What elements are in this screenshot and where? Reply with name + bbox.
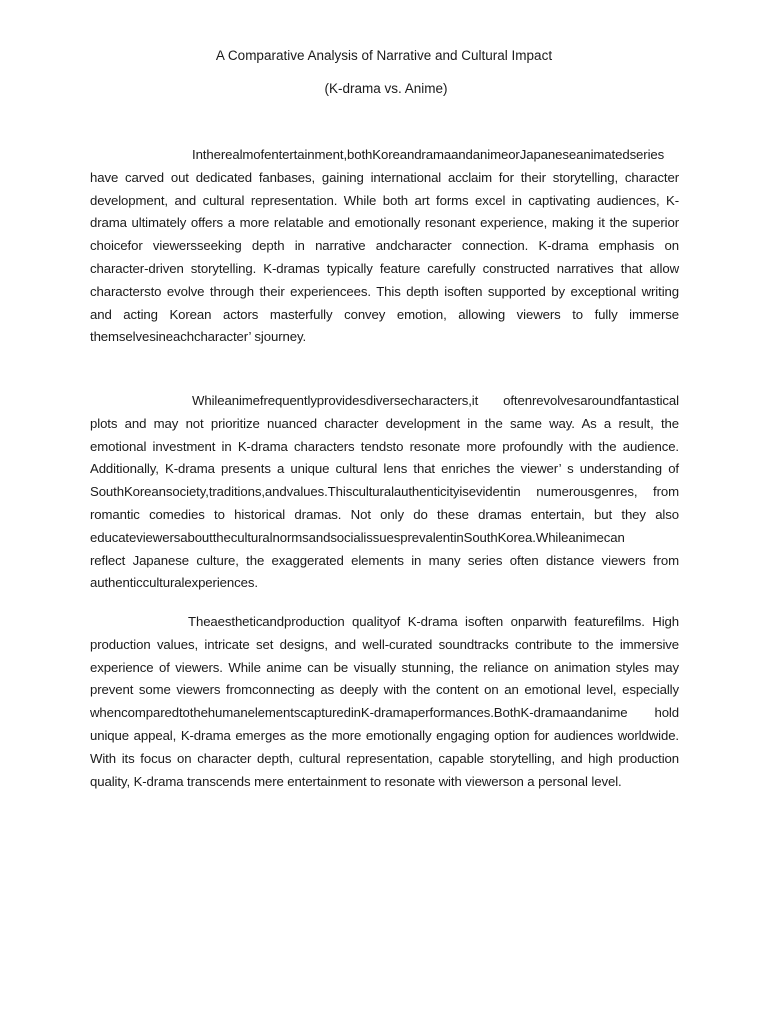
paragraph-1 [90, 144, 679, 349]
paragraph-line: Theaestheticandproduction qualityof K-drama isoften onparwith featurefilms. High [188, 614, 679, 629]
paragraph-line: choicefor viewersseeking depth in narrative andcharacter connection. K-drama emphasis on [90, 238, 679, 254]
paragraph-line: reflect Japanese culture, the exaggerated elements in many series often distance viewers from [90, 552, 679, 568]
paragraph-line: With its focus on character depth, cultural representation, capable storytelling, and high production [90, 750, 679, 766]
paragraph-line: emotional investment in K-drama characters tendsto resonate more profoundly with the audience. [90, 438, 679, 454]
paragraph-line: unique appeal, K-drama emerges as the more emotionally engaging option for audiences worldwide. [90, 727, 679, 743]
paragraph-line: prevent some viewers fromconnecting as deeply with the content on an emotional level, especially [90, 682, 679, 698]
paragraph-line: drama ultimately offers a more relatable and emotionally resonant experience, making it the superior [90, 215, 679, 231]
paragraph-line: Intherealmofentertainment,bothKoreandramaandanimeorJapaneseanimatedseries [192, 147, 665, 162]
paragraph-line: have carved out dedicated fanbases, gaining international acclaim for their storytelling, character [90, 169, 679, 185]
paragraph-line: themselvesineachcharacter’ sjourney. [90, 329, 307, 345]
paragraph-line: character-driven storytelling. K-dramas typically feature carefully constructed narratives that allow [90, 260, 679, 276]
paragraph-line: authenticculturalexperiences. [90, 575, 258, 591]
paragraph-3 [90, 611, 679, 793]
document-title: A Comparative Analysis of Narrative and Cultural Impact [215, 48, 553, 63]
paragraph-line: SouthKoreansociety,traditions,andvalues.Thisculturalauthenticityisevidentin numerousgenres, from [90, 484, 679, 500]
paragraph-line: romantic comedies to historical dramas. Not only do these dramas entertain, but they also [90, 506, 679, 522]
paragraph-line: plots and may not prioritize nuanced character development in the same way. As a result, the [90, 415, 679, 431]
document-subtitle: (K-drama vs. Anime) [324, 81, 448, 96]
paragraph-line: educateviewersabouttheculturalnormsandsocialissuesprevalentinSouthKorea.Whileanimecan [90, 529, 625, 545]
paragraph-line: quality, K-drama transcends mere entertainment to resonate with viewerson a personal level. [90, 773, 622, 789]
paragraph-2 [90, 390, 679, 595]
paragraph-line: production values, intricate set designs, and well-curated soundtracks contribute to the immersive [90, 636, 679, 652]
paragraph-line: development, and cultural representation. While both art forms excel in captivating audiences, K- [90, 192, 679, 208]
paragraph-line: experience of viewers. While anime can be visually stunning, the reliance on animation styles may [90, 659, 679, 675]
paragraph-line: Whileanimefrequentlyprovidesdiversecharacters,it oftenrevolvesaroundfantastical [192, 393, 679, 408]
paragraph-line: charactersto evolve through their experiencees. This depth isoften supported by exceptional writing [90, 283, 679, 299]
paragraph-line: and acting Korean actors masterfully convey emotion, allowing viewers to fully immerse [90, 306, 679, 322]
paragraph-line: whencomparedtothehumanelementscapturedinK-dramaperformances.BothK-dramaandanime hold [90, 705, 679, 721]
paragraph-line: Additionally, K-drama presents a unique cultural lens that enriches the viewer’ s understanding of [90, 461, 679, 477]
